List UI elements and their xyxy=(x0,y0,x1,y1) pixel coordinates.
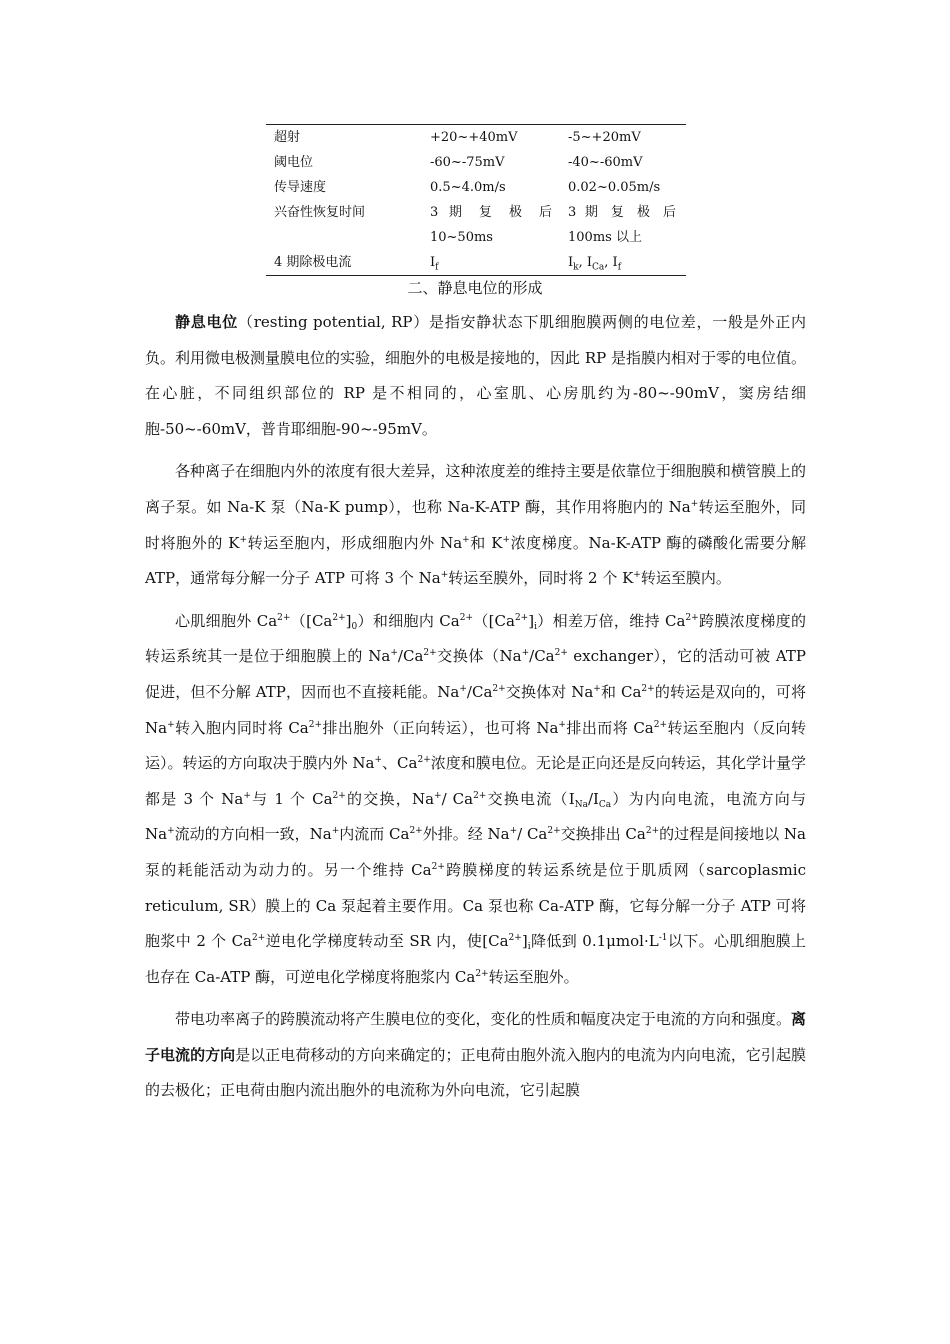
text-run: （[Ca xyxy=(290,611,333,630)
text-run: 的过程是间接地以 Na 泵的耗能活动为动力的。另一个维持 Ca xyxy=(145,825,806,879)
subscript: i xyxy=(534,621,537,632)
text-run: / Ca xyxy=(441,789,474,808)
text-run: 跨膜梯度的转运系统是位于肌质网（sarcoplasmic reticulum, SR）膜上的 Ca 泵起着主要作用。Ca 泵也称 Ca-ATP 酶，它每分解一分子 ATP 可将胞浆中 2 个 Ca xyxy=(145,860,806,951)
superscript: + xyxy=(331,826,340,837)
superscript: 2+ xyxy=(653,719,668,730)
text-run: 各种离子在细胞内外的浓度有很大差异，这种浓度差的维持主要是依靠位于细胞膜和横管膜上的离子泵。如 Na-K 泵（Na-K pump），也称 Na-K-ATP 酶，其作用将胞内的 Na xyxy=(145,462,806,516)
paragraph-calcium-exchange xyxy=(145,604,806,996)
superscript: 2+ xyxy=(409,826,423,837)
superscript: 2+ xyxy=(508,933,522,944)
table-row xyxy=(266,150,686,175)
superscript: 2+ xyxy=(417,755,431,766)
subscript: i xyxy=(527,942,531,953)
superscript: + xyxy=(558,719,566,730)
table-cell-col1: +20~+40mV xyxy=(430,130,518,145)
current-subscript: f xyxy=(435,262,439,273)
comparison-table xyxy=(266,124,686,276)
superscript: + xyxy=(502,534,510,545)
text-run: 转运至膜外，同时将 2 个 K xyxy=(448,569,634,588)
text-run: 转运至胞外。 xyxy=(488,967,579,986)
current-symbol: I xyxy=(568,255,574,270)
text-run: 交换体（Na xyxy=(436,647,522,666)
text-run: 转入胞内同时将 Ca xyxy=(174,718,309,737)
text-run: ）为内向电流，电流方向与 Na xyxy=(145,789,806,844)
superscript: 2+ xyxy=(473,790,487,801)
text-run: 浓度和膜电位。无论是正向还是反向转运，其化学计量学都是 3 个 Na xyxy=(145,754,807,808)
table-cell-col2: -40~-60mV xyxy=(568,155,643,170)
text-run: 是以正电荷移动的方向来确定的；正电荷由胞外流入胞内的电流为内向电流，它引起膜的去极化；正电荷由胞内流出胞外的电流称为外向电流，它引起膜 xyxy=(145,1045,806,1100)
text-run: 转运至胞外，同时将胞外的 K xyxy=(145,497,806,552)
text-run: ] xyxy=(528,611,535,630)
superscript: + xyxy=(459,683,467,694)
paragraph-resting-potential xyxy=(145,305,806,447)
text-run: /Ca xyxy=(466,682,493,701)
superscript: + xyxy=(633,570,641,581)
table-cell-col2: 0.02~0.05m/s xyxy=(568,180,661,195)
current-subscript: k xyxy=(573,262,579,273)
paragraph-ion-pump xyxy=(145,454,806,596)
table-cell-col2: 3 期 复 极 后 xyxy=(568,205,676,220)
table-cell-col1: 0.5~4.0m/s xyxy=(430,180,506,195)
table-cell-label xyxy=(266,225,430,250)
text-run: （resting potential, RP）是指安静状态下肌细胞膜两侧的电位差，一般是外正内负。利用微电极测量膜电位的实验，细胞外的电极是接地的，因此 RP 是指膜内相对于零的电位值。在心脏，不同组织部位的 RP 是不相同的，心室肌、心房肌约为-80~-90mV，窦房结细胞-50~-60mV，普肯耶细胞-90~-95mV。 xyxy=(145,313,806,438)
text-run: 的转运是双向的，可将 Na xyxy=(145,682,806,737)
text-run: / Ca xyxy=(517,825,548,844)
superscript: 2+ xyxy=(685,612,699,623)
text-run: 跨膜浓度梯度的转运系统其一是位于细胞膜上的 Na xyxy=(145,611,806,666)
superscript: 2+ xyxy=(332,612,346,623)
superscript: 2+ xyxy=(514,612,529,623)
table-row xyxy=(266,175,686,200)
text-run: /Ca xyxy=(397,647,424,666)
current-subscript: f xyxy=(617,262,622,273)
text-run: 转运至膜内。 xyxy=(640,569,731,588)
table-cell-col1: 3 期 复 极 后 xyxy=(430,205,552,220)
superscript: + xyxy=(690,498,699,509)
text-run: 交换排出 Ca xyxy=(560,825,646,844)
text-run: 心肌细胞外 Ca xyxy=(175,611,278,630)
table-row xyxy=(266,200,686,225)
table-row xyxy=(266,250,686,275)
superscript: + xyxy=(593,683,601,694)
text-run: 带电功率离子的跨膜流动将产生膜电位的变化，变化的性质和幅度决定于电流的方向和强度。 xyxy=(175,1010,791,1029)
table-cell-label: 传导速度 xyxy=(274,180,327,195)
superscript: 2+ xyxy=(308,719,323,730)
text-run: 与 1 个 Ca xyxy=(250,789,333,808)
superscript: 2+ xyxy=(277,612,291,623)
table-row xyxy=(266,225,686,250)
text-run: 转运至胞内，形成细胞内外 Na xyxy=(247,533,463,552)
text-run: /I xyxy=(587,789,599,808)
superscript: + xyxy=(167,826,175,837)
subscript: Na xyxy=(574,799,588,810)
table-cell-label: 4 期除极电流 xyxy=(274,255,352,270)
superscript: 2+ xyxy=(547,826,561,837)
superscript: + xyxy=(239,534,248,545)
text-run: 交换电流（I xyxy=(486,789,575,808)
text-run: ）相差万倍，维持 Ca xyxy=(536,611,686,630)
text-run: 和 Ca xyxy=(600,682,642,701)
superscript: 2+ xyxy=(475,968,489,979)
text-run: 排出而将 Ca xyxy=(565,718,654,737)
superscript: + xyxy=(434,790,442,801)
table-cell-label: 兴奋性恢复时间 xyxy=(274,205,366,220)
current-symbol: , I xyxy=(578,255,593,270)
superscript: -1 xyxy=(658,933,668,944)
table-row xyxy=(266,125,686,150)
superscript: + xyxy=(167,719,175,730)
table-cell-col2 xyxy=(568,250,686,275)
superscript: 2+ xyxy=(252,933,266,944)
table-cell-label: 阈电位 xyxy=(274,155,314,170)
text-run: 浓度梯度。Na-K-ATP 酶的磷酸化需要分解 ATP，通常每分解一分子 ATP 可将 3 个 Na xyxy=(145,533,807,588)
text-run: 的交换，Na xyxy=(345,789,435,808)
text-run: 流动的方向相一致，Na xyxy=(174,825,332,844)
superscript: 2+ xyxy=(431,861,445,872)
text-run: exchanger），它的活动可被 ATP 促进，但不分解 ATP，因而也不直接耗能。Na xyxy=(145,647,806,701)
superscript: 2+ xyxy=(332,790,346,801)
text-run: 转运至胞内（反向转运）。转运的方向取决于膜内外 Na xyxy=(145,718,806,773)
text-run: ）和细胞内 Ca xyxy=(357,611,460,630)
superscript: 2+ xyxy=(554,648,568,659)
text-run: /Ca xyxy=(529,647,555,666)
text-run: 和 K xyxy=(469,533,503,552)
text-run: （[Ca xyxy=(473,611,515,630)
subscript: Ca xyxy=(598,799,612,810)
superscript: 2+ xyxy=(645,826,660,837)
text-run: 外排。经 Na xyxy=(422,825,510,844)
current-subscript: Ca xyxy=(592,262,605,273)
superscript: + xyxy=(521,648,530,659)
text-run: ] xyxy=(521,932,528,951)
superscript: + xyxy=(509,826,518,837)
superscript: 2+ xyxy=(492,683,506,694)
table-cell-col2: 100ms 以上 xyxy=(568,230,642,245)
superscript: + xyxy=(390,648,398,659)
superscript: + xyxy=(440,570,449,581)
text-run: 逆电化学梯度转动至 SR 内，使[Ca xyxy=(265,932,509,951)
table-cell-col1: -60~-75mV xyxy=(430,155,505,170)
text-run: 内流而 Ca xyxy=(339,825,410,844)
superscript: 2+ xyxy=(641,683,655,694)
superscript: + xyxy=(243,790,251,801)
paragraph-ion-current xyxy=(145,1002,806,1109)
current-symbol: , I xyxy=(604,255,618,270)
table-cell-col1: 10~50ms xyxy=(430,230,493,245)
term-bold: 离子电流的方向 xyxy=(145,1010,806,1064)
superscript: + xyxy=(374,755,383,766)
superscript: + xyxy=(462,534,470,545)
superscript: 2+ xyxy=(423,648,437,659)
text-run: 交换体对 Na xyxy=(505,682,594,701)
term-bold: 静息电位 xyxy=(175,313,238,331)
text-run: 、Ca xyxy=(382,754,418,773)
document-body xyxy=(145,305,806,1109)
section-title: 二、静息电位的形成 xyxy=(407,279,543,297)
table-cell-label: 超射 xyxy=(274,130,301,145)
text-run: 降低到 0.1μmol·L xyxy=(530,932,659,951)
text-run: 以下。心肌细胞膜上也存在 Ca-ATP 酶，可逆电化学梯度将胞浆内 Ca xyxy=(145,932,806,986)
superscript: 2+ xyxy=(459,612,473,623)
current-symbol: I xyxy=(430,255,436,270)
text-run: ] xyxy=(345,611,352,630)
table-cell-col2: -5~+20mV xyxy=(568,130,641,145)
table-cell-col1 xyxy=(430,250,568,275)
subscript: 0 xyxy=(351,621,358,632)
text-run: 排出胞外（正向转运），也可将 Na xyxy=(322,718,559,737)
